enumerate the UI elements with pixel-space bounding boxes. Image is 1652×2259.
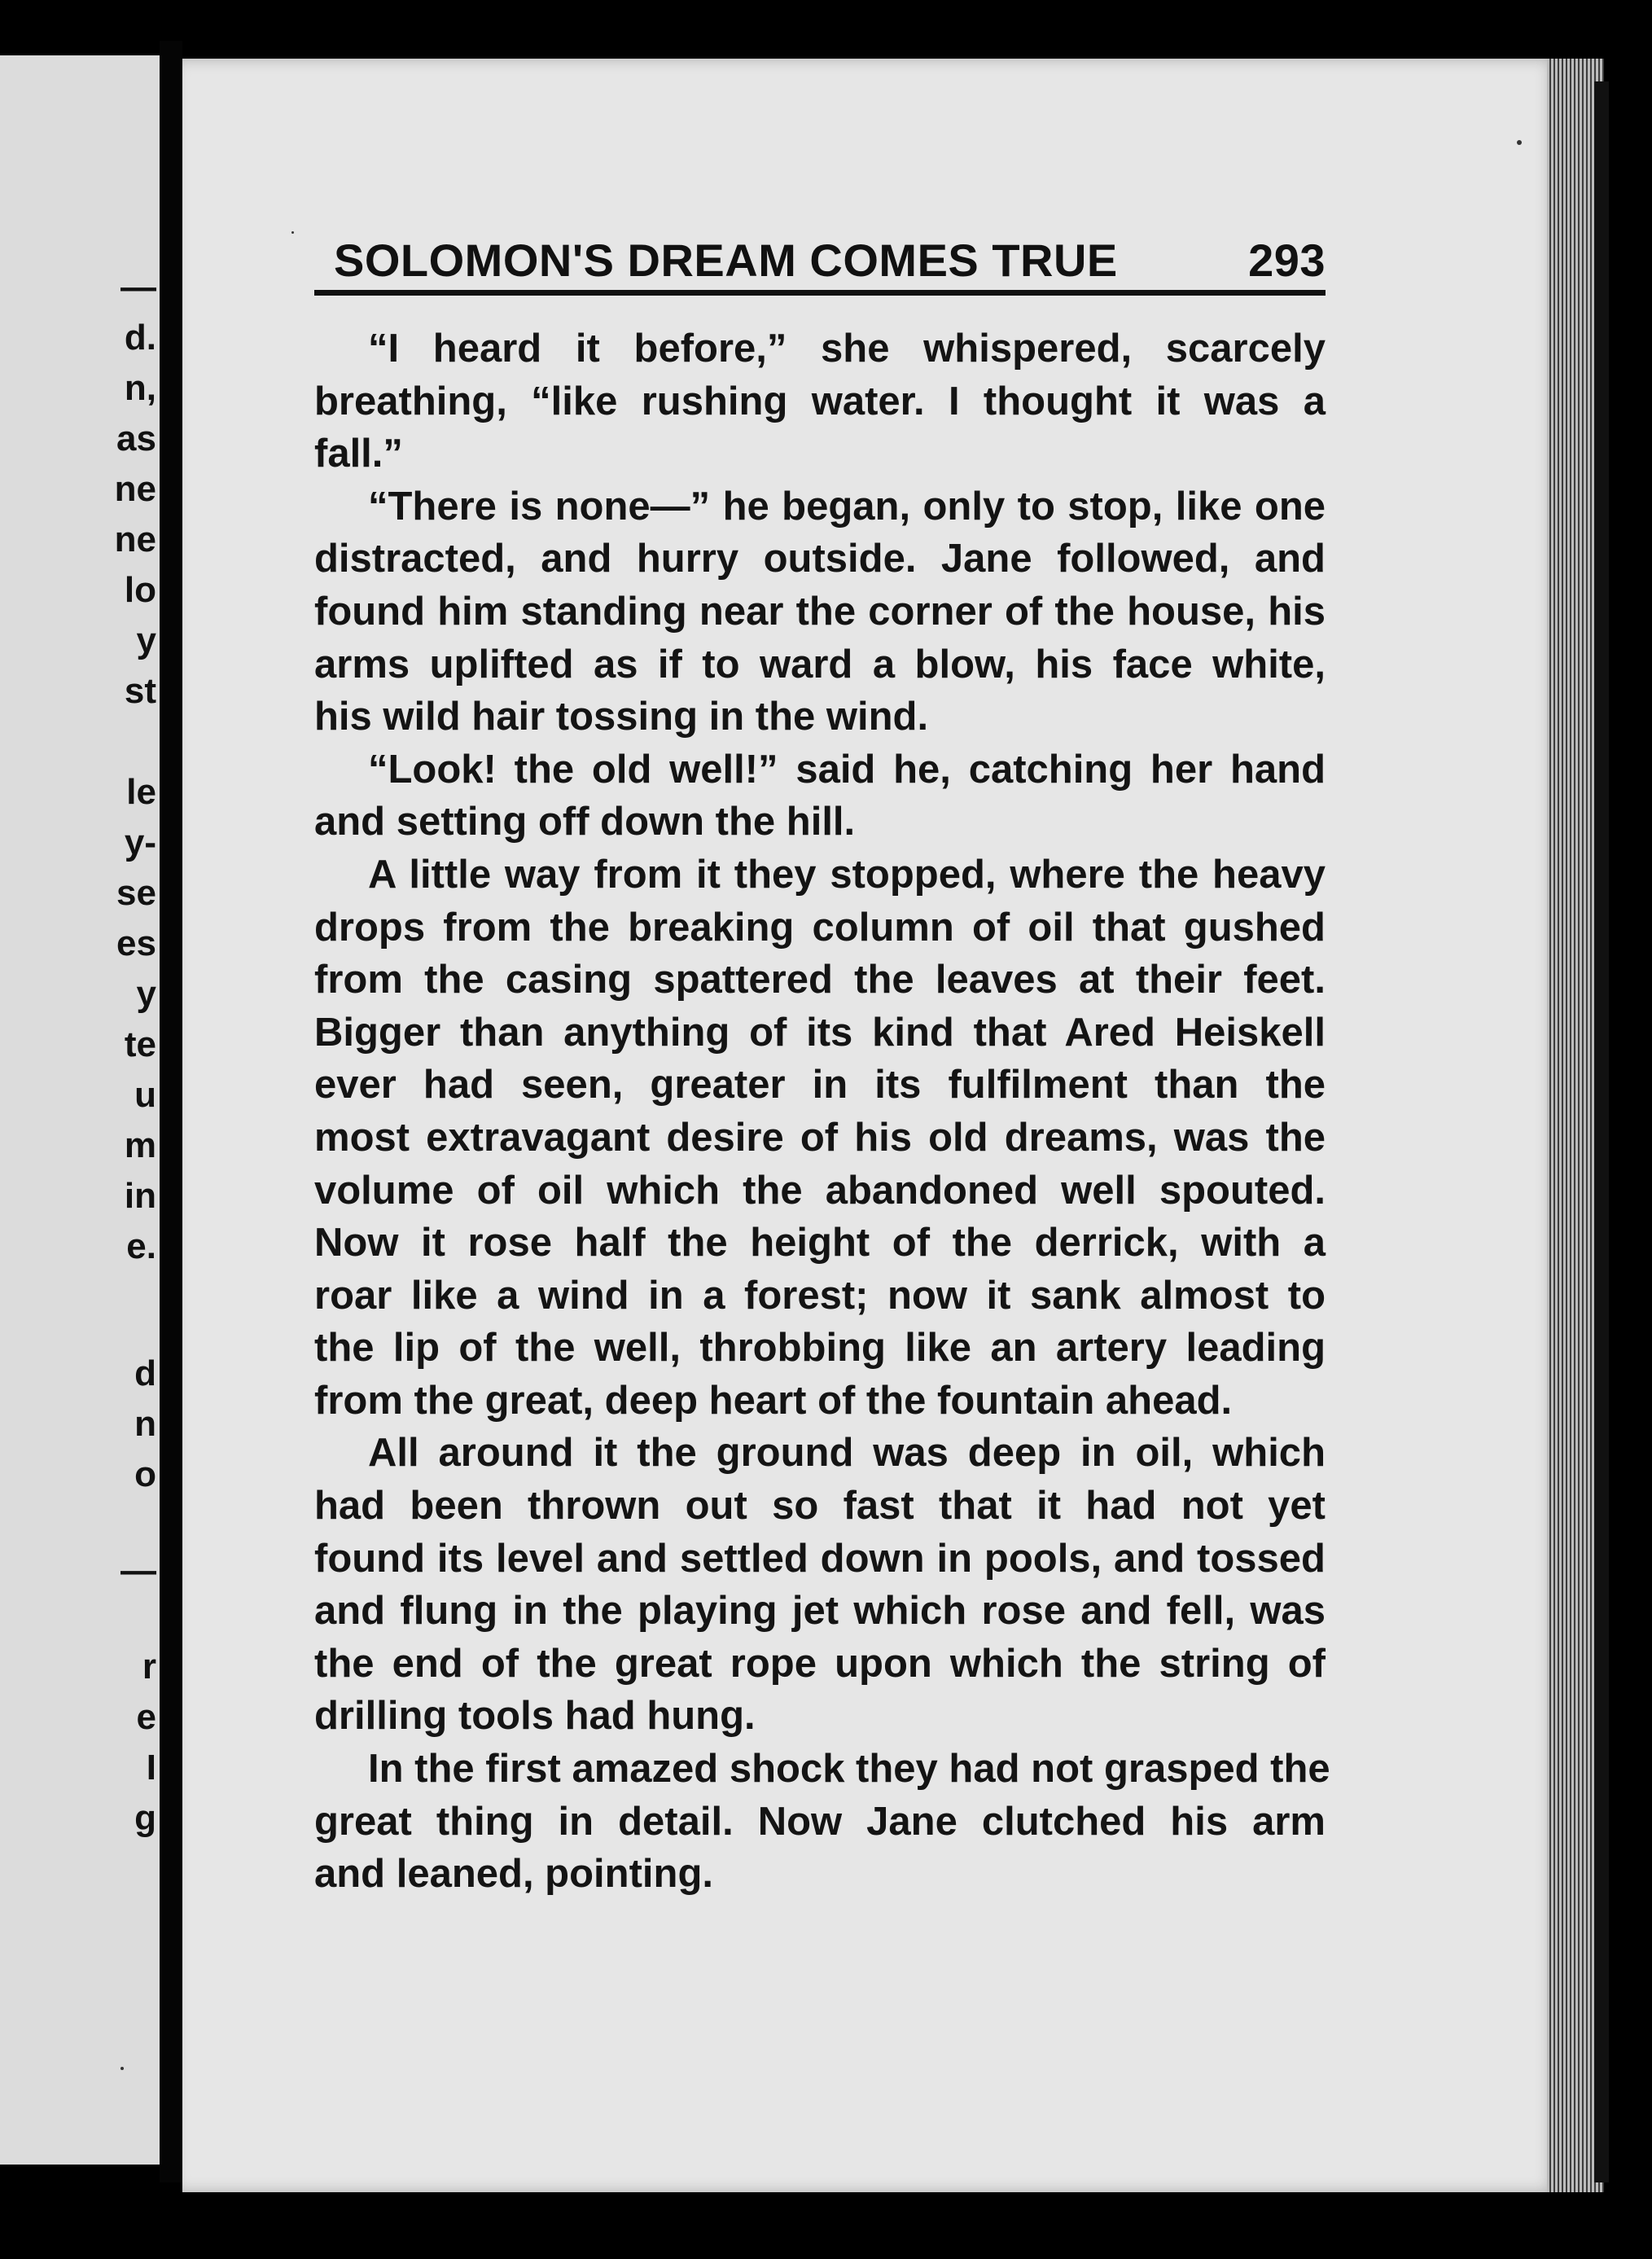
text-line: ever had seen, greater in its fulfilment than the [314, 1063, 1326, 1108]
text-line: Bigger than anything of its kind that Ared Heiskell [314, 1010, 1326, 1055]
facing-fragment: ne [114, 520, 156, 559]
facing-fragment: u [134, 1075, 156, 1115]
text-line: fall.” [314, 432, 403, 476]
text-line: arms uplifted as if to ward a blow, his face white, [314, 642, 1326, 686]
text-line: found him standing near the corner of the house, his [314, 589, 1326, 634]
facing-fragment: lo [124, 570, 156, 610]
facing-fragment: y [136, 621, 156, 660]
text-line: drops from the breaking column of oil that gushed [314, 905, 1326, 950]
text-line: “I heard it before,” she whispered, scarcely [368, 327, 1326, 371]
text-line: volume of oil which the abandoned well spouted. [314, 1168, 1326, 1213]
facing-fragment: g [134, 1798, 156, 1838]
facing-fragment: — [121, 1551, 156, 1590]
book-gutter [160, 41, 182, 2182]
page-number: 293 [1248, 235, 1326, 286]
paper-speck [121, 2067, 124, 2070]
text-line: and setting off down the hill. [314, 800, 856, 844]
facing-fragment: e. [126, 1226, 156, 1266]
header-rule [314, 290, 1326, 296]
body-text [314, 322, 1330, 1901]
facing-fragment: m [124, 1125, 156, 1165]
facing-fragment: es [116, 923, 156, 963]
text-line: and flung in the playing jet which rose and fell, was [314, 1589, 1326, 1634]
facing-fragment: d. [124, 318, 156, 357]
text-line: All around it the ground was deep in oil, which [368, 1431, 1326, 1476]
facing-fragment: I [146, 1748, 156, 1787]
text-line: most extravagant desire of his old dreams, was the [314, 1115, 1326, 1160]
text-line: A little way from it they stopped, where the heavy [368, 852, 1326, 897]
facing-fragment: le [126, 772, 156, 812]
facing-fragment: ne [114, 469, 156, 509]
facing-fragment: r [142, 1647, 156, 1687]
text-line: distracted, and hurry outside. Jane followed, and [314, 537, 1326, 581]
text-line: from the casing spattered the leaves at their feet. [314, 958, 1326, 1002]
text-line: breathing, “like rushing water. I thought it was a [314, 379, 1326, 423]
facing-fragment: e [136, 1697, 156, 1737]
facing-fragment: y- [124, 822, 156, 862]
text-line: the end of the great rope upon which the string of [314, 1641, 1326, 1686]
text-line: roar like a wind in a forest; now it sank almost to [314, 1273, 1326, 1318]
text-line: “There is none—” he began, only to stop, like one [368, 484, 1326, 529]
text-line: had been thrown out so fast that it had not yet [314, 1484, 1326, 1529]
text-line: found its level and settled down in pools, and tossed [314, 1536, 1326, 1581]
facing-fragment: in [124, 1176, 156, 1216]
text-line: the lip of the well, throbbing like an artery leading [314, 1326, 1326, 1371]
facing-fragment: n, [124, 368, 156, 408]
running-head [334, 213, 1326, 287]
text-line: Now it rose half the height of the derrick, with a [314, 1221, 1326, 1265]
facing-fragment: y [136, 974, 156, 1014]
text-line: drilling tools had hung. [314, 1694, 756, 1739]
text-line: In the first amazed shock they had not grasped the [368, 1747, 1330, 1792]
facing-fragment: n [134, 1404, 156, 1444]
facing-fragment: st [124, 671, 156, 711]
paper-speck [291, 231, 294, 234]
paper-speck [1517, 140, 1522, 145]
text-line: “Look! the old well!” said he, catching her hand [368, 747, 1326, 792]
facing-fragment: as [116, 419, 156, 458]
facing-fragment: o [134, 1454, 156, 1494]
text-line: from the great, deep heart of the fountain ahead. [314, 1378, 1233, 1423]
facing-page [0, 55, 160, 2165]
facing-fragment: se [116, 873, 156, 913]
facing-fragment: te [124, 1024, 156, 1064]
facing-fragment: — [121, 267, 156, 307]
text-line: and leaned, pointing. [314, 1852, 713, 1897]
page-edge-shadow [1594, 81, 1609, 2182]
facing-fragment: d [134, 1353, 156, 1393]
running-head-title: SOLOMON'S DREAM COMES TRUE [334, 235, 1118, 286]
text-line: his wild hair tossing in the wind. [314, 695, 929, 739]
text-line: great thing in detail. Now Jane clutched his arm [314, 1799, 1326, 1844]
